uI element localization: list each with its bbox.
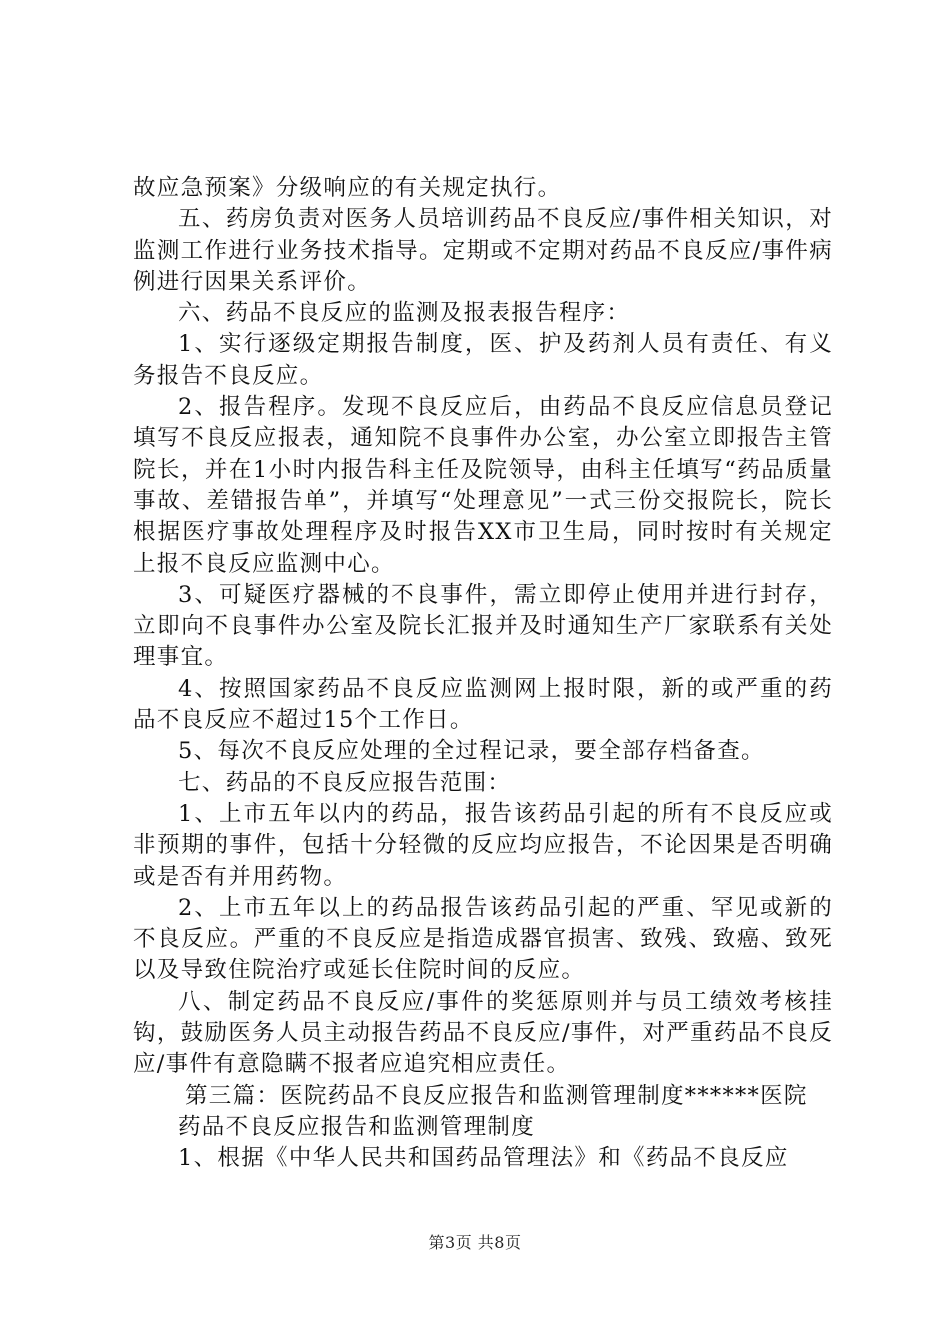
subtitle: 药品不良反应报告和监测管理制度 — [178, 1113, 536, 1140]
paragraph: 3、可疑医疗器械的不良事件，需立即停止使用并进行封存，立即向不良事件办公室及院长汇报并及时通知生产厂家联系有关处理事宜。 — [133, 581, 833, 671]
paragraph: 1、根据《中华人民共和国药品管理法》和《药品不良反应 — [178, 1145, 789, 1172]
paragraph: 五、药房负责对医务人员培训药品不良反应/事件相关知识，对监测工作进行业务技术指导。定期或不定期对药品不良反应/事件病例进行因果关系评价。 — [133, 206, 833, 295]
section-heading: 七、药品的不良反应报告范围： — [178, 769, 512, 796]
paragraph: 2、报告程序。发现不良反应后，由药品不良反应信息员登记填写不良反应报表，通知院不良事件办公室，办公室立即报告主管院长，并在1小时内报告科主任及院领导，由科主任填写“药品质量事故、差错报告单”，并填写“处理意见”一式三份交报院长，院长根据医疗事故处理程序及时报告XX市卫生局，同时按时有关规定上报不良反应监测中心。 — [133, 394, 833, 577]
document-body — [133, 173, 833, 1175]
paragraph: 4、按照国家药品不良反应监测网上报时限，新的或严重的药品不良反应不超过15个工作日。 — [133, 675, 833, 734]
paragraph: 八、制定药品不良反应/事件的奖惩原则并与员工绩效考核挂钩，鼓励医务人员主动报告药品不良反应/事件，对严重药品不良反应/事件有意隐瞒不报者应追究相应责任。 — [133, 988, 833, 1078]
paragraph: 2、上市五年以上的药品报告该药品引起的严重、罕见或新的不良反应。严重的不良反应是指造成器官损害、致残、致癌、致死以及导致住院治疗或延长住院时间的反应。 — [133, 894, 833, 984]
paragraph: 5、每次不良反应处理的全过程记录，要全部存档备查。 — [178, 738, 765, 765]
page-footer — [0, 1233, 950, 1253]
paragraph: 1、上市五年以内的药品，报告该药品引起的所有不良反应或非预期的事件，包括十分轻微的反应均应报告，不论因果是否明确或是否有并用药物。 — [133, 800, 833, 890]
section-heading: 六、药品不良反应的监测及报表报告程序： — [178, 300, 631, 327]
paragraph: 1、实行逐级定期报告制度，医、护及药剂人员有责任、有义务报告不良反应。 — [133, 331, 833, 389]
paragraph: 故应急预案》分级响应的有关规定执行。 — [133, 175, 562, 201]
page-number: 第3页 共8页 — [428, 1233, 522, 1252]
chapter-title: 第三篇：医院药品不良反应报告和监测管理制度******医院 — [185, 1082, 808, 1109]
